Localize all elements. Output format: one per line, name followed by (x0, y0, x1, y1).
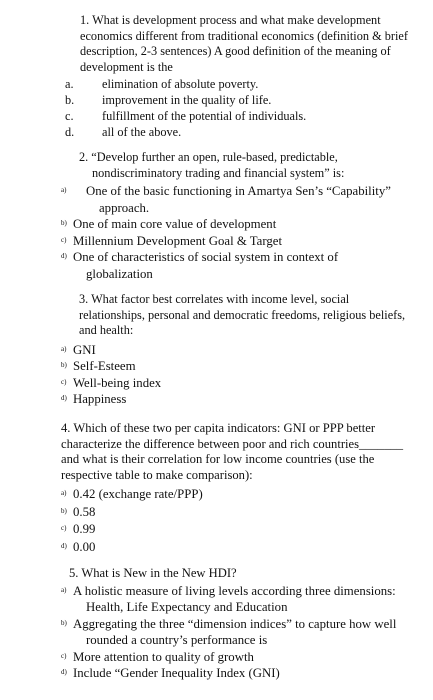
question-2-option-a[interactable] (61, 183, 401, 216)
question-3-option-c[interactable] (61, 375, 409, 392)
option-marker: c) (61, 235, 67, 244)
option-text: One of the basic functioning in Amartya Sen’s “Capability” approach. (86, 184, 391, 215)
option-text: 0.58 (73, 504, 96, 519)
question-3-options (61, 342, 409, 408)
option-text: One of main core value of development (73, 217, 277, 231)
option-text: A holistic measure of living levels according three dimensions: Health, Life Expectancy and Education (73, 583, 396, 615)
question-5-text: 5. What is New in the New HDI? (69, 566, 237, 580)
option-text: improvement in the quality of life. (102, 93, 272, 107)
option-marker: a) (61, 585, 67, 594)
option-marker: b) (61, 219, 67, 227)
question-3-option-a[interactable] (61, 342, 409, 359)
question-4-option-c[interactable] (61, 521, 423, 538)
question-3 (61, 292, 409, 408)
question-4-option-a[interactable] (61, 486, 423, 503)
question-5-options (61, 583, 423, 682)
option-marker: a) (61, 344, 67, 353)
option-marker: b. (65, 93, 75, 107)
question-2-options (61, 183, 401, 282)
option-text: fulfillment of the potential of individuals. (102, 109, 307, 123)
option-marker: c) (61, 377, 67, 386)
option-marker: a) (61, 489, 67, 498)
question-4-text: 4. Which of these two per capita indicators: GNI or PPP better characterize the difference between poor and rich countries_______ and what is their correlation for low income countries (use the respective table to make comparison): (61, 421, 404, 482)
question-1 (65, 13, 425, 141)
question-5-option-a[interactable] (61, 583, 423, 616)
option-marker: c. (65, 109, 74, 123)
option-marker: b) (61, 618, 67, 627)
question-1-option-b[interactable] (65, 93, 425, 109)
question-2-option-d[interactable] (61, 249, 401, 282)
option-marker: d) (61, 394, 67, 402)
option-text: GNI (73, 342, 96, 357)
option-text: One of characteristics of social system in context of globalization (73, 250, 339, 281)
option-text: Self-Esteem (73, 359, 136, 373)
question-4-option-b[interactable] (61, 504, 423, 521)
question-5 (61, 566, 423, 682)
option-marker: d) (61, 668, 67, 677)
option-marker: d) (61, 541, 67, 550)
option-text: Millennium Development Goal & Target (73, 233, 283, 248)
question-1-options (65, 77, 425, 141)
question-4 (61, 421, 423, 555)
option-text: 0.42 (exchange rate/PPP) (73, 487, 203, 502)
question-4-options (61, 486, 423, 555)
option-marker: b) (61, 506, 67, 515)
option-marker: d. (65, 125, 75, 139)
option-text: Well-being index (73, 375, 162, 390)
question-2-option-c[interactable] (61, 233, 401, 250)
option-text: Include “Gender Inequality Index (GNI) (73, 666, 280, 681)
question-1-option-c[interactable] (65, 109, 425, 125)
question-1-text: 1. What is development process and what make development economics different from traditional economics (definition & brief description, 2-3 sentences) A good definition of the meaning of development is the (80, 13, 408, 74)
option-marker: c) (61, 651, 67, 660)
option-text: 0.99 (73, 522, 96, 537)
option-marker: d) (61, 252, 67, 260)
question-3-option-d[interactable] (61, 391, 409, 408)
option-text: Happiness (73, 392, 127, 406)
question-3-option-b[interactable] (61, 358, 409, 375)
question-3-text: 3. What factor best correlates with income level, social relationships, personal and democratic freedoms, religious beliefs, and health: (79, 292, 406, 337)
option-marker: a. (65, 77, 74, 91)
option-marker: a) (61, 186, 67, 194)
option-text: 0.00 (73, 539, 96, 554)
question-4-option-d[interactable] (61, 539, 423, 556)
option-text: More attention to quality of growth (73, 649, 254, 664)
question-2-option-b[interactable] (61, 216, 401, 233)
question-5-option-b[interactable] (61, 616, 423, 649)
option-text: Aggregating the three “dimension indices” to capture how well rounded a country’s performance is (73, 616, 397, 648)
question-1-option-d[interactable] (65, 125, 425, 141)
question-2 (61, 150, 391, 282)
question-5-option-d[interactable] (61, 665, 423, 682)
option-marker: b) (61, 361, 67, 369)
question-5-option-c[interactable] (61, 649, 423, 666)
option-marker: c) (61, 524, 67, 533)
option-text: all of the above. (102, 125, 182, 139)
option-text: elimination of absolute poverty. (102, 77, 259, 91)
question-2-text: 2. “Develop further an open, rule-based, predictable, nondiscriminatory trading and financial system” is: (79, 150, 345, 180)
question-1-option-a[interactable] (65, 77, 425, 93)
